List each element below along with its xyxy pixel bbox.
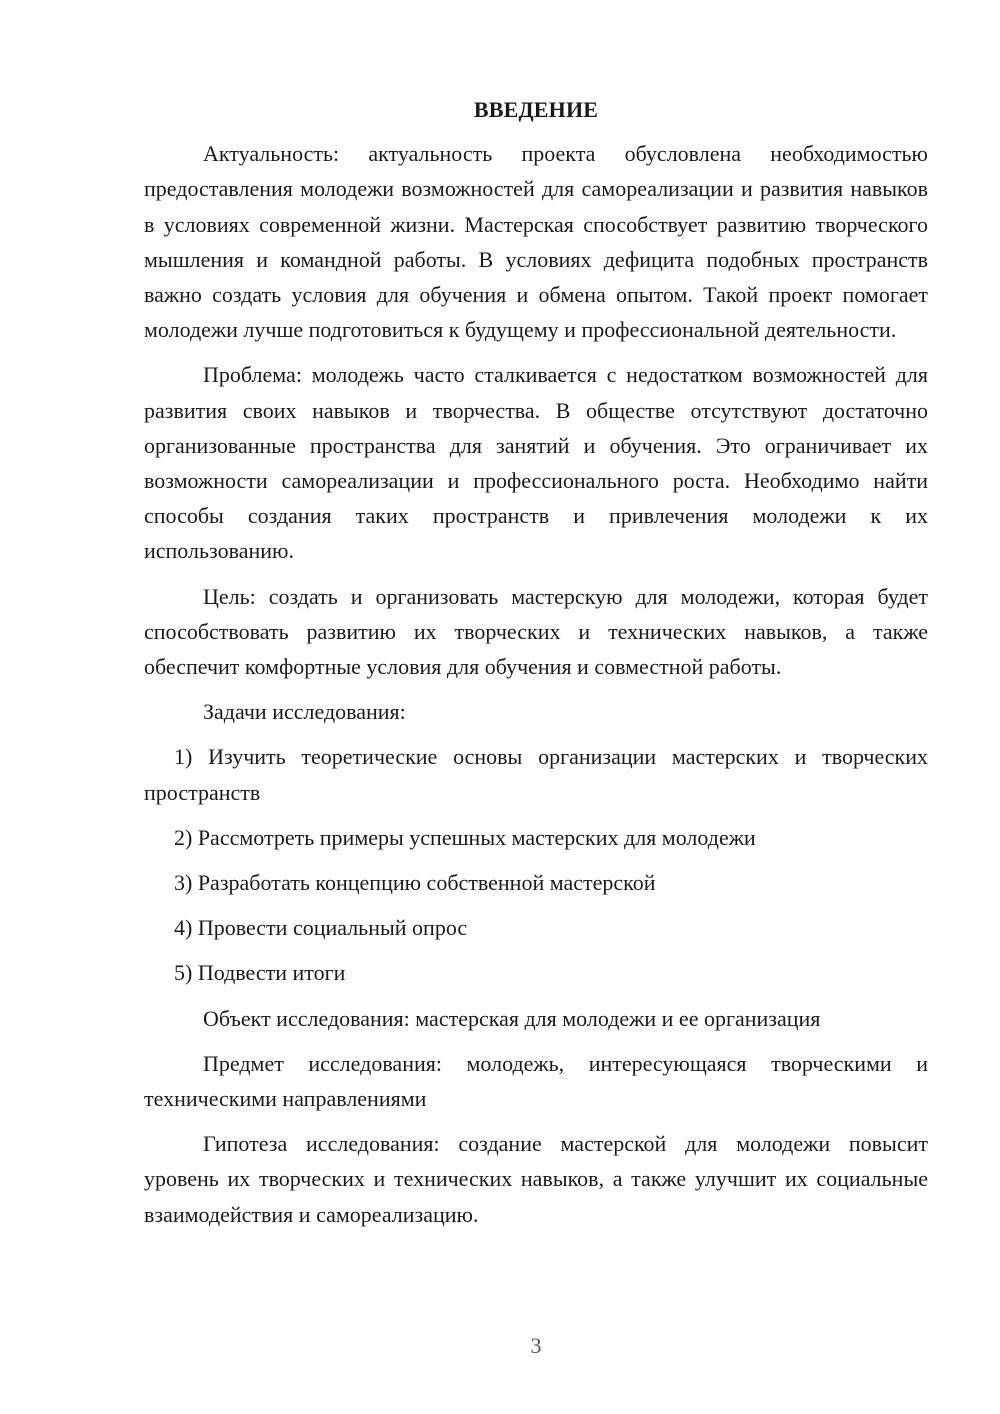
list-item: 4) Провести социальный опрос <box>174 915 468 941</box>
list-item: 5) Подвести итоги <box>174 960 346 986</box>
page-title: ВВЕДЕНИЕ <box>473 97 599 122</box>
paragraph-hypothesis: Гипотеза исследования: создание мастерской для молодежи повысит уровень их творческих и технических навыков, а также улучшит их социальные взаимодействия и самореализацию. <box>144 1131 928 1227</box>
document-page <box>144 92 928 1242</box>
list-item: 3) Разработать концепцию собственной мастерской <box>174 870 656 896</box>
paragraph-subject: Предмет исследования: молодежь, интересующаяся творческими и техническими направлениями <box>144 1050 928 1112</box>
task-list <box>144 739 928 990</box>
page-number: 3 <box>530 1333 542 1358</box>
paragraph-goal: Цель: создать и организовать мастерскую для молодежи, которая будет способствовать развитию их творческих и технических навыков, а также обеспечит комфортные условия для обучения и совместной работы. <box>144 583 928 680</box>
paragraph-tasks-intro: Задачи исследования: <box>203 699 406 725</box>
paragraph-relevance: Актуальность: актуальность проекта обусловлена необходимостью предоставления молодежи возможностей для самореализации и развития навыков в условиях современной жизни. Мастерская способствует развитию творческого мышления и командной работы. В условиях дефицита подобных пространств важно создать условия для обучения и обмена опытом. Такой проект помогает молодежи лучше подготовиться к будущему и профессиональной деятельности. <box>144 141 928 343</box>
list-item: 1) Изучить теоретические основы организации мастерских и творческих пространств <box>144 744 928 805</box>
paragraph-object: Объект исследования: мастерская для молодежи и ее организация <box>203 1005 821 1031</box>
paragraph-problem: Проблема: молодежь часто сталкивается с недостатком возможностей для развития своих навыков и творчества. В обществе отсутствуют достаточно организованные пространства для занятий и обучения. Это ограничивает их возможности самореализации и профессионального роста. Необходимо найти способы создания таких пространств и привлечения молодежи к их использованию. <box>144 362 928 564</box>
list-item: 2) Рассмотреть примеры успешных мастерских для молодежи <box>174 824 756 850</box>
